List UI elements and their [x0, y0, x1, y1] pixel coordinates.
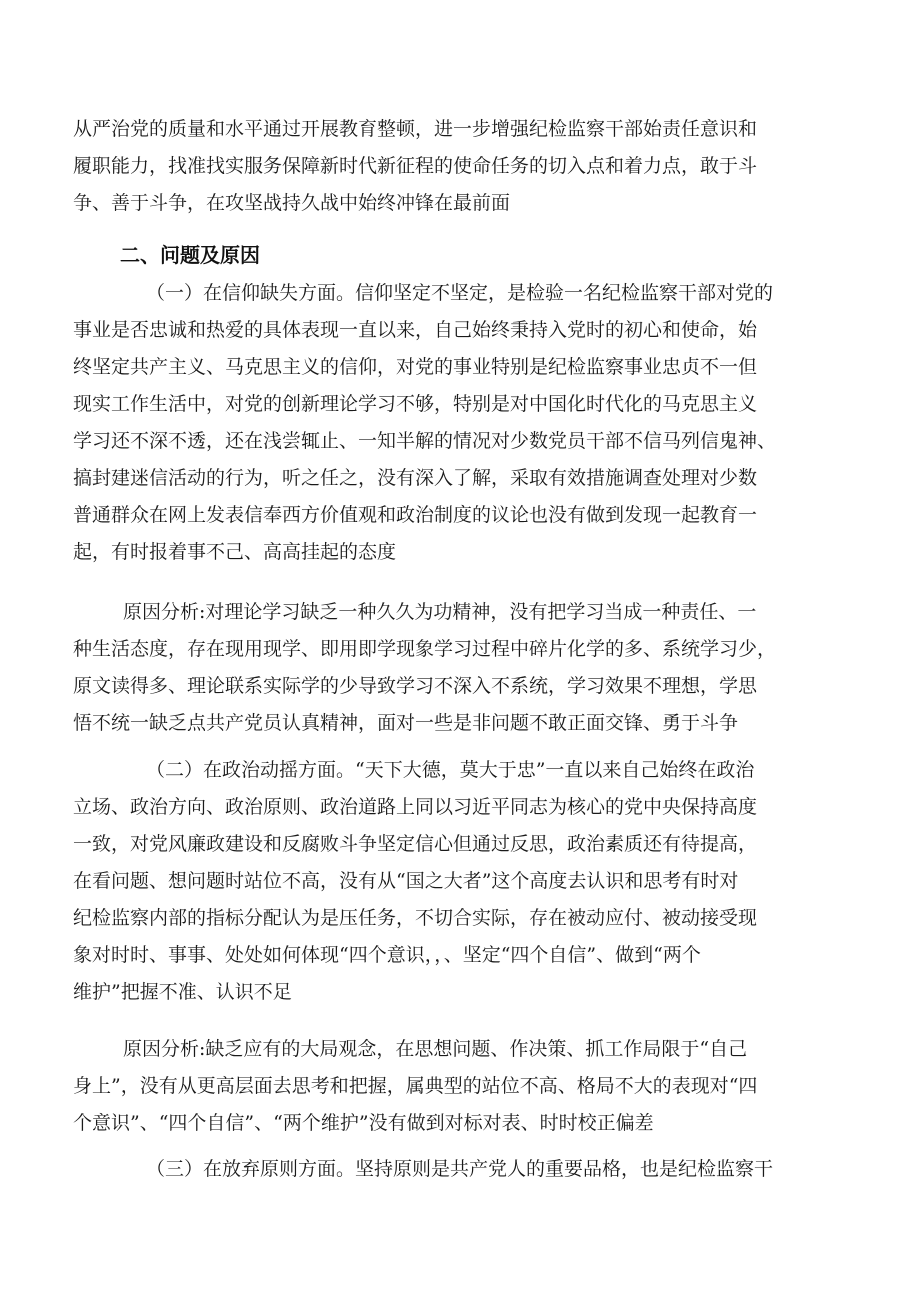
text-line: 学习还不深不透，还在浅尝辄止、一知半解的情况对少数党员干部不信马列信鬼神、: [73, 430, 777, 452]
text-line: 原因分析:对理论学习缺乏一种久久为功精神，没有把学习当成一种责任、一: [123, 601, 757, 623]
text-line: 身上”，没有从更高层面去思考和把握，属典型的站位不高、格局不大的表现对“四: [73, 1075, 758, 1097]
text-line: 争、善于斗争，在攻坚战持久战中始终冲锋在最前面: [73, 192, 511, 214]
text-line: 纪检监察内部的指标分配认为是压任务，不切合实际，存在被动应付、被动接受现: [73, 907, 758, 929]
text-line: （三）在放弃原则方面。坚持原则是共产党人的重要品格，也是纪检监察干: [146, 1158, 774, 1180]
text-line: 个意识”、“四个自信”、“两个维护”没有做到对标对表、时时校正偏差: [73, 1112, 654, 1134]
text-line: 象对时时、事事、处处如何体现“四个意识，，、坚定“四个自信”、做到“两个: [73, 944, 701, 966]
section-heading: 二、问题及原因: [120, 243, 260, 267]
paragraph-intro: [73, 111, 863, 222]
text-line: 原文读得多、理论联系实际学的少导致学习不深入不系统，学习效果不理想，学思: [73, 675, 758, 697]
text-line: 立场、政治方向、政治原则、政治道路上同以习近平同志为核心的党中央保持高度: [73, 796, 758, 818]
text-line: 起，有时报着事不己、高高挂起的态度: [73, 541, 397, 563]
paragraph-3: [73, 752, 863, 1011]
text-line: 一致，对党风廉政建设和反腐败斗争坚定信心但通过反思，政治素质还有待提高，: [73, 833, 758, 855]
paragraph-2: [73, 594, 863, 742]
text-line: （二）在政治动摇方面。“天下大德，莫大于忠”一直以来自己始终在政治: [146, 759, 755, 781]
text-line: 普通群众在网上发表信奉西方价值观和政治制度的议论也没有做到发现一起教育一: [73, 504, 758, 526]
text-line: 终坚定共产主义、马克思主义的信仰，对党的事业特别是纪检监察事业忠贞不一但: [73, 356, 758, 378]
text-line: 在看问题、想问题时站位不高，没有从“国之大者”这个高度去认识和思考有时对: [73, 870, 739, 892]
text-line: 原因分析:缺乏应有的大局观念，在思想问题、作决策、抓工作局限于“自己: [123, 1038, 748, 1060]
text-line: 种生活态度，存在现用现学、即用即学现象学习过程中碎片化学的多、系统学习少，: [73, 638, 777, 660]
paragraph-1: [73, 275, 863, 571]
paragraph-4: [73, 1031, 863, 1142]
text-line: 维护”把握不准、认识不足: [73, 981, 292, 1003]
text-line: （一）在信仰缺失方面。信仰坚定不坚定，是检验一名纪检监察干部对党的: [146, 282, 774, 304]
text-line: 从严治党的质量和水平通过开展教育整顿，进一步增强纪检监察干部始责任意识和: [73, 118, 758, 140]
text-line: 搞封建迷信活动的行为，听之任之，没有深入了解，采取有效措施调查处理对少数: [73, 467, 758, 489]
text-line: 履职能力，找准找实服务保障新时代新征程的使命任务的切入点和着力点，敢于斗: [73, 155, 758, 177]
text-line: 悟不统一缺乏点共产党员认真精神，面对一些是非问题不敢正面交锋、勇于斗争: [73, 712, 739, 734]
text-line: 事业是否忠诚和热爱的具体表现一直以来，自己始终秉持入党时的初心和使命，始: [73, 319, 758, 341]
paragraph-5: [73, 1151, 863, 1188]
text-line: 现实工作生活中，对党的创新理论学习不够，特别是对中国化时代化的马克思主义: [73, 393, 758, 415]
